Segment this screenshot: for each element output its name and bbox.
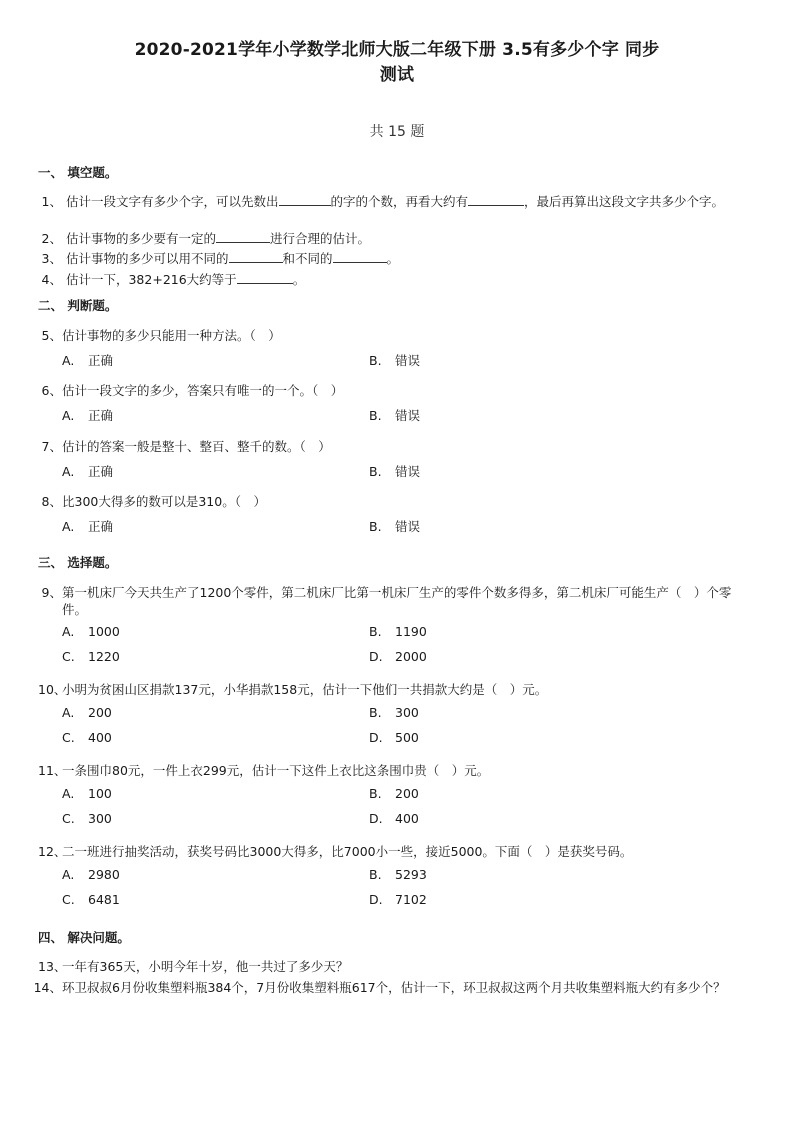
option-c[interactable]: C. 6481: [62, 892, 120, 907]
option-a[interactable]: A. 正确: [62, 353, 114, 368]
answer-blank[interactable]: [237, 271, 293, 284]
question-1: 1、 估计一段文字有多少个字，可以先数出 的字的个数，再看大约有 ，最后再算出这段文字共多少个字。: [41, 194, 725, 209]
option-a[interactable]: A. 2980: [62, 867, 120, 882]
option-b[interactable]: B. 错误: [369, 353, 421, 368]
question-6: 6、估计一段文字的多少，答案只有唯一的一个。（ ）: [41, 383, 344, 398]
section-heading-word-problems: 四、 解决问题。: [38, 930, 130, 945]
option-b[interactable]: B. 错误: [369, 408, 421, 423]
option-b[interactable]: B. 1190: [369, 624, 427, 639]
option-a[interactable]: A. 正确: [62, 519, 114, 534]
question-9: 9、第一机床厂今天共生产了1200个零件，第二机床厂比第一机床厂生产的零件个数多得多，第二机床厂可能生产（ ）个零件。: [41, 585, 732, 617]
answer-blank[interactable]: [279, 193, 331, 206]
question-4: 4、 估计一下，382+216大约等于 。: [41, 272, 306, 287]
question-13: 13、一年有365天，小明今年十岁，他一共过了多少天？: [38, 959, 349, 974]
option-b[interactable]: B. 200: [369, 786, 419, 801]
option-b[interactable]: B. 300: [369, 705, 419, 720]
title-line-2: 测试: [379, 65, 415, 85]
option-a[interactable]: A. 1000: [62, 624, 120, 639]
answer-blank[interactable]: [333, 250, 387, 263]
section-heading-multiple-choice: 三、 选择题。: [38, 555, 118, 570]
option-d[interactable]: D. 500: [369, 730, 419, 745]
question-12: 12、二一班进行抽奖活动，获奖号码比3000大得多，比7000小一些，接近5000。下面（ ）是获奖号码。: [38, 844, 633, 859]
question-7: 7、估计的答案一般是整十、整百、整千的数。（ ）: [41, 439, 331, 454]
option-c[interactable]: C. 1220: [62, 649, 120, 664]
option-a[interactable]: A. 100: [62, 786, 112, 801]
question-5: 5、估计事物的多少只能用一种方法。（ ）: [41, 328, 281, 343]
document-title: [0, 38, 794, 88]
option-a[interactable]: A. 200: [62, 705, 112, 720]
question-3: 3、 估计事物的多少可以用不同的 和不同的 。: [41, 251, 400, 266]
question-2: 2、 估计事物的多少要有一定的 进行合理的估计。: [41, 231, 371, 246]
option-b[interactable]: B. 错误: [369, 519, 421, 534]
option-c[interactable]: C. 300: [62, 811, 112, 826]
option-b[interactable]: B. 错误: [369, 464, 421, 479]
question-11: 11、一条围巾80元，一件上衣299元，估计一下这件上衣比这条围巾贵（ ）元。: [38, 763, 490, 778]
answer-blank[interactable]: [216, 230, 270, 243]
option-a[interactable]: A. 正确: [62, 464, 114, 479]
option-d[interactable]: D. 2000: [369, 649, 427, 664]
question-14: 14、环卫叔叔6月份收集塑料瓶384个，7月份收集塑料瓶617个，估计一下，环卫叔叔这两个月共收集塑料瓶大约有多少个？: [33, 980, 726, 995]
title-line-1: 2020-2021学年小学数学北师大版二年级下册 3.5有多少个字 同步: [134, 40, 660, 60]
question-8: 8、比300大得多的数可以是310。（ ）: [41, 494, 266, 509]
option-a[interactable]: A. 正确: [62, 408, 114, 423]
option-d[interactable]: D. 400: [369, 811, 419, 826]
answer-blank[interactable]: [468, 193, 524, 206]
option-b[interactable]: B. 5293: [369, 867, 427, 882]
question-10: 10、小明为贫困山区捐款137元，小华捐款158元，估计一下他们一共捐款大约是（ ）元。: [38, 682, 548, 697]
option-d[interactable]: D. 7102: [369, 892, 427, 907]
section-heading-true-false: 二、 判断题。: [38, 298, 118, 313]
section-heading-fill-blank: 一、 填空题。: [38, 165, 118, 180]
answer-blank[interactable]: [229, 250, 283, 263]
question-count: 共 15 题: [369, 124, 425, 140]
option-c[interactable]: C. 400: [62, 730, 112, 745]
